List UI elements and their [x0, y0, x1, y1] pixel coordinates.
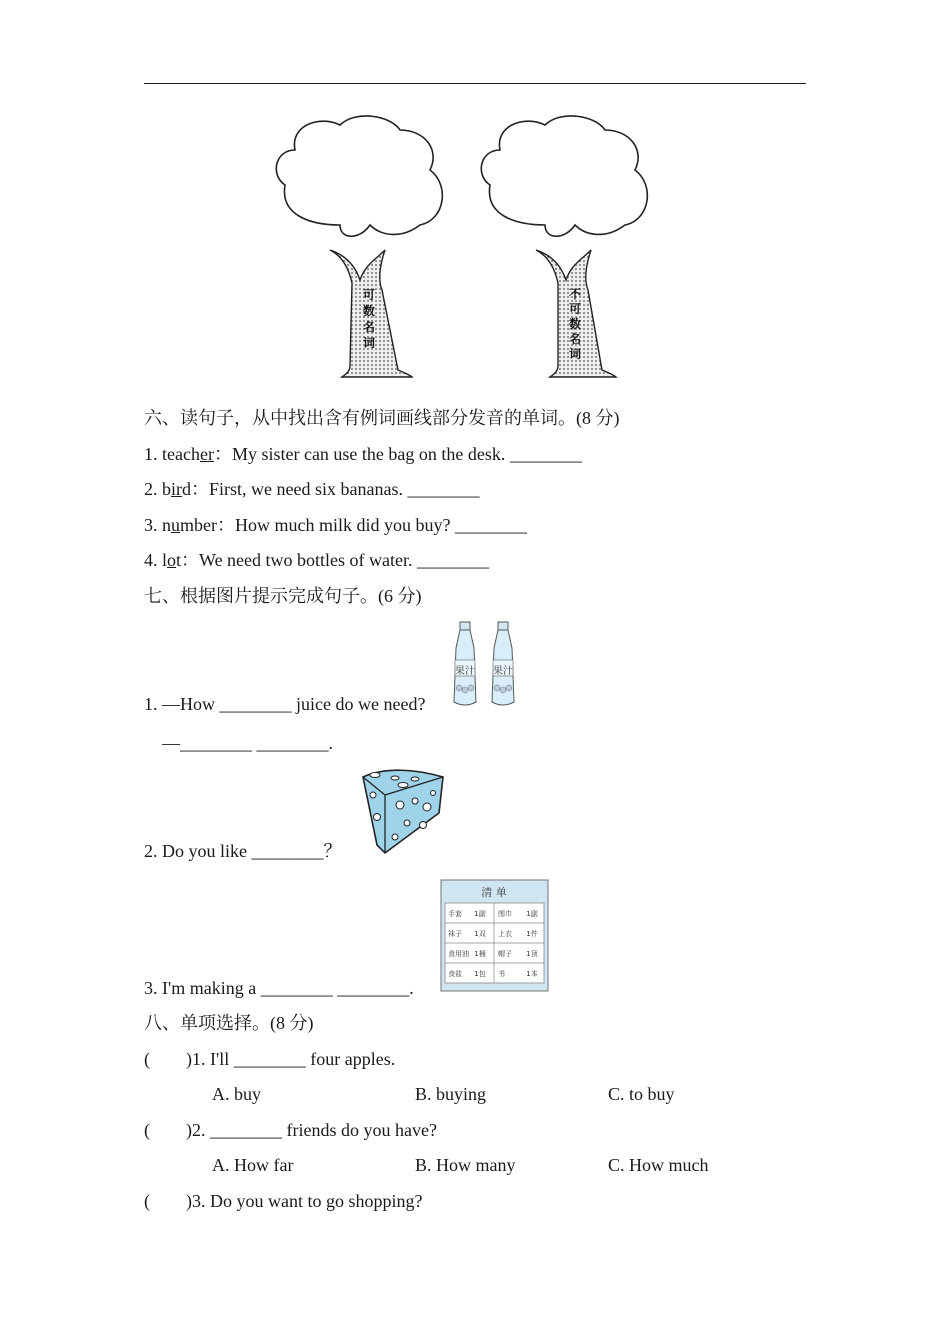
section7-question-2: 2. Do you like ________？ [144, 841, 342, 861]
list-cell: 食用油 [448, 950, 469, 958]
tree-label-countable: 可数名词 [363, 288, 376, 350]
q1-option-a: A. buy [212, 1084, 261, 1104]
section8-question-2: ( )2. ________ friends do you have? [144, 1120, 437, 1140]
section7-question-3: 3. I'm making a ________ ________. [144, 978, 414, 998]
tree-label-uncountable: 不可数名词 [569, 287, 582, 361]
section7-question-1: 1. —How ________ juice do we need? [144, 694, 426, 714]
list-cell: 食盐 [448, 970, 462, 978]
list-cell: 围巾 [498, 910, 512, 918]
underlined-sound: ir [171, 479, 182, 499]
list-cell: 1双 [474, 930, 486, 938]
bottle-label-1: 果汁 [455, 666, 475, 677]
list-cell: 上衣 [498, 930, 512, 938]
list-cell: 1顶 [526, 950, 538, 958]
underlined-sound: er [199, 444, 214, 464]
tree-uncountable [481, 116, 647, 377]
list-cell: 帽子 [498, 950, 512, 958]
shopping-list-image [440, 879, 550, 993]
section8-question-1: ( )1. I'll ________ four apples. [144, 1049, 396, 1069]
list-cell: 1副 [474, 910, 486, 918]
q1-option-c: C. to buy [608, 1084, 675, 1104]
underlined-sound: u [171, 515, 180, 535]
q2-option-c: C. How much [608, 1155, 709, 1175]
list-cell: 书 [498, 970, 505, 978]
q2-option-b: B. How many [415, 1155, 516, 1175]
section6-item-3: 3. number：How much milk did you buy? ________ [144, 515, 527, 535]
section8-title: 八、单项选择。(8 分) [144, 1013, 314, 1033]
section6-item-4: 4. lot：We need two bottles of water. ________ [144, 550, 490, 570]
underlined-sound: o [167, 550, 177, 570]
section7-answer-1: —________ ________. [162, 733, 333, 753]
list-cell: 手套 [448, 910, 462, 918]
tree-countable [276, 116, 442, 377]
section7-title: 七、根据图片提示完成句子。(6 分) [144, 586, 422, 606]
section6-item-2: 2. bird：First, we need six bananas. ________ [144, 479, 480, 499]
list-title: 清 单 [481, 886, 507, 899]
tree-illustrations [270, 115, 680, 385]
q1-option-b: B. buying [415, 1084, 487, 1104]
bottle-label-2: 果汁 [493, 666, 513, 677]
list-cell: 1包 [474, 970, 486, 978]
list-cell: 1件 [526, 930, 538, 938]
list-cell: 1本 [526, 970, 538, 978]
q2-option-a: A. How far [212, 1155, 294, 1175]
cheese-image [355, 765, 450, 857]
list-cell: 1副 [526, 910, 538, 918]
section8-question-3: ( )3. Do you want to go shopping? [144, 1191, 423, 1211]
section6-item-1: 1. teacher：My sister can use the bag on the desk. ________ [144, 444, 582, 464]
section6-title: 六、读句子，从中找出含有例词画线部分发音的单词。(8 分) [144, 408, 620, 428]
list-cell: 1桶 [474, 950, 486, 958]
list-cell: 袜子 [448, 930, 462, 938]
header-rule [144, 83, 806, 84]
